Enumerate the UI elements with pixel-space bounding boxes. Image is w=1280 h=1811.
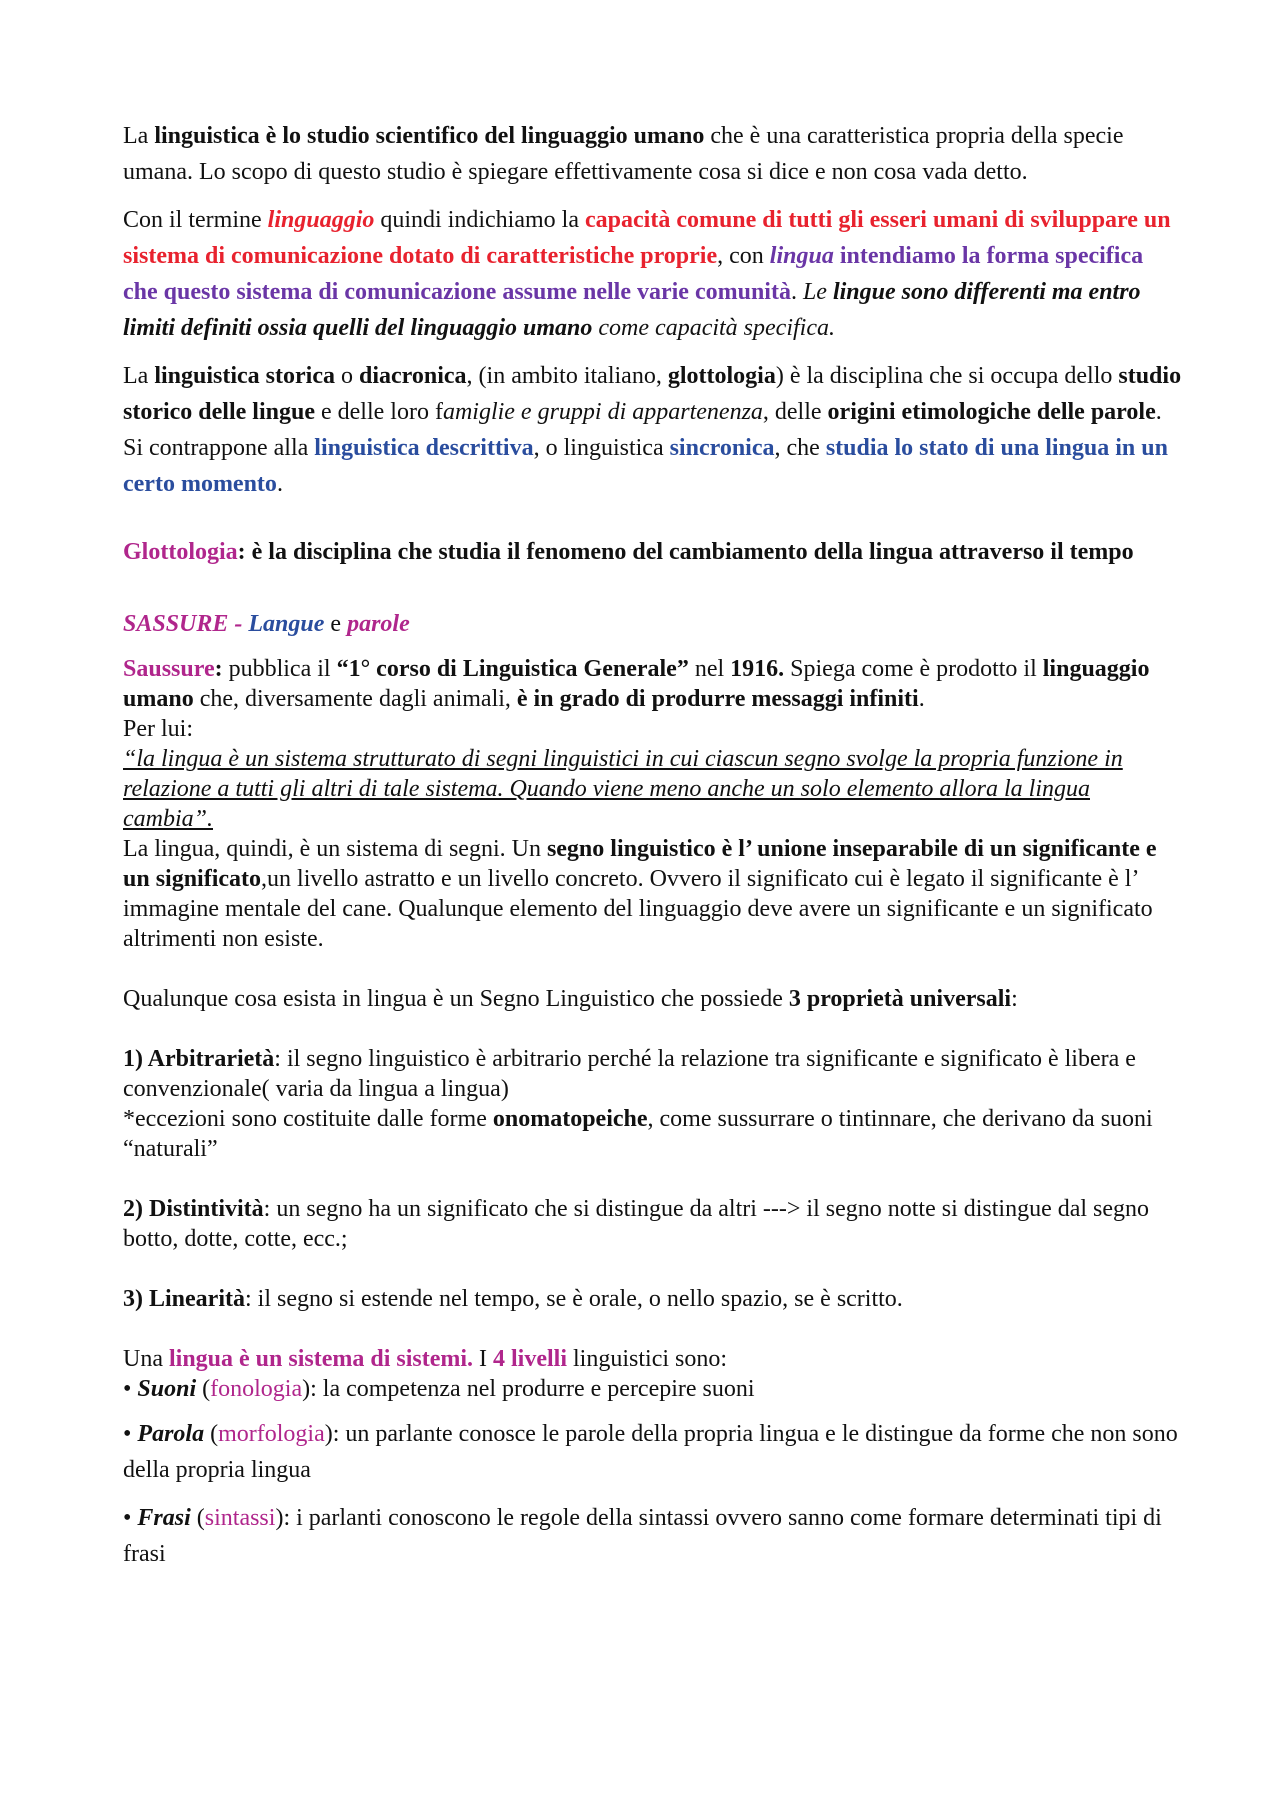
text: . [276, 471, 283, 497]
list-item-parola [123, 1416, 1183, 1488]
paragraph-linguaggio-lingua [123, 202, 1183, 346]
term-linguaggio: linguaggio [267, 207, 375, 233]
paragraph-definition [123, 118, 1183, 190]
level-title: Suoni [137, 1376, 197, 1402]
text: nel [688, 656, 731, 682]
text: La [123, 123, 155, 149]
highlight-magenta: 4 livelli [493, 1346, 568, 1372]
paragraph-saussure [123, 654, 1183, 714]
text: : [1011, 986, 1018, 1012]
property-distintivita [123, 1194, 1183, 1254]
property-title: 3) Linearità [123, 1286, 245, 1312]
text-bold: 3 proprietà universali [788, 986, 1012, 1012]
text: quindi indichiamo la [374, 207, 585, 233]
text: Con il termine [123, 207, 268, 233]
text: ) è la disciplina che si occupa dello [775, 363, 1119, 389]
text: ): la competenza nel produrre e percepire suoni [302, 1376, 755, 1402]
level-term: sintassi [204, 1505, 276, 1531]
text-bold: linguaggio umano [123, 656, 1150, 712]
property-title: 1) Arbitrarietà [123, 1046, 275, 1072]
text: , come sussurrare o tintinnare, che derivano da suoni “naturali” [123, 1106, 1153, 1162]
level-title: Parola [137, 1421, 205, 1447]
text: che, diversamente dagli animali, [193, 686, 517, 712]
text: . [790, 279, 803, 305]
quote-text: “la lingua è un sistema strutturato di segni linguistici in cui ciascun segno svolge la propria funzione in relazione a tutti gli altri di tale sistema. Quando viene meno anche un solo elemento allora la lingua cambia”. [123, 746, 1123, 832]
list-item-suoni [123, 1374, 1183, 1404]
text: che è una caratteristica propria della specie umana. Lo scopo di questo studio è spiegare effettivamente cosa si dice e non cosa vada detto. [123, 123, 1124, 185]
bullet: • [123, 1505, 138, 1531]
text: o [334, 363, 359, 389]
paragraph-per-lui: Per lui: [123, 716, 193, 742]
paragraph-proprieta [123, 984, 1183, 1014]
text-bold-italic: lingue sono differenti ma entro limiti definiti ossia quelli del linguaggio umano [123, 279, 1141, 341]
text-bold: glottologia [667, 363, 776, 389]
text-italic: amiglie e gruppi di appartenenza [442, 399, 763, 425]
text: : il segno linguistico è arbitrario perché la relazione tra significante e significato è libera e convenzionale( varia da lingua a lingua) [123, 1046, 1136, 1102]
text: linguistici sono: [567, 1346, 728, 1372]
text-bold: diacronica [358, 363, 467, 389]
paragraph-glottologia [123, 534, 1183, 570]
text-bold: linguistica è lo studio scientifico del linguaggio umano [154, 123, 705, 149]
highlight-blue: linguistica descrittiva [314, 435, 534, 461]
text: Spiega come è prodotto il [784, 656, 1043, 682]
text: : il segno si estende nel tempo, se è orale, o nello spazio, se è scritto. [244, 1286, 903, 1312]
section-heading [123, 606, 1183, 642]
text: e delle loro f [314, 399, 443, 425]
text: , delle [762, 399, 828, 425]
text-bold: origini etimologiche delle parole [827, 399, 1156, 425]
saussure-quote [123, 744, 1183, 834]
text-bold: linguistica storica [154, 363, 335, 389]
highlight-red: capacità comune di tutti gli esseri umani di sviluppare un sistema di comunicazione dotato di caratteristiche proprie [123, 207, 1171, 269]
text-italic: come capacità specifica. [592, 315, 835, 341]
text-bold: 1916. [730, 656, 785, 682]
heading-sassure: SASSURE - [123, 611, 249, 637]
property-title: 2) Distintività [123, 1196, 264, 1222]
text: . [918, 686, 925, 712]
text: *eccezioni sono costituite dalle forme [123, 1106, 493, 1132]
text: Qualunque cosa esista in lingua è un Segno Linguistico che possiede [123, 986, 789, 1012]
text-bold: segno linguistico è l’ unione inseparabile di un significante e un significato [123, 836, 1157, 892]
term-glottologia: Glottologia [123, 539, 238, 565]
document-page [123, 118, 1183, 1572]
highlight-magenta: lingua è un sistema di sistemi. [168, 1346, 474, 1372]
heading-langue: Langue [248, 611, 325, 637]
text: . Si contrappone alla [123, 399, 1162, 461]
highlight-blue: studia lo stato di una lingua in un certo momento [123, 435, 1168, 497]
text-bold: : [214, 656, 223, 682]
list-item-frasi [123, 1500, 1183, 1572]
highlight-purple: intendiamo la forma specifica che questo sistema di comunicazione assume nelle varie comunità [123, 243, 1144, 305]
text-bold: : è la disciplina che studia il fenomeno del cambiamento della lingua attraverso il tempo [237, 539, 1134, 565]
text: ): i parlanti conoscono le regole della sintassi ovvero sanno come formare determinati tipi di frasi [123, 1505, 1162, 1567]
level-term: morfologia [218, 1421, 325, 1447]
paragraph-livelli [123, 1344, 1183, 1374]
text: La [123, 363, 155, 389]
property-arbitrarieta [123, 1044, 1183, 1104]
level-title: Frasi [137, 1505, 191, 1531]
level-term: fonologia [210, 1376, 303, 1402]
text: ( [190, 1505, 205, 1531]
text: , con [717, 243, 770, 269]
bullet: • [123, 1421, 138, 1447]
text: pubblica il [222, 656, 337, 682]
text: , che [774, 435, 826, 461]
paragraph-linguistica-storica [123, 358, 1183, 502]
text-bold: “1° corso di Linguistica Generale” [336, 656, 689, 682]
text-bold: onomatopeiche [492, 1106, 648, 1132]
paragraph-segno [123, 834, 1183, 954]
text: : un segno ha un significato che si distingue da altri ---> il segno notte si distingue dal segno botto, dotte, cotte, ecc.; [123, 1196, 1150, 1252]
text: La lingua, quindi, è un sistema di segni. Un [123, 836, 547, 862]
heading-parole: parole [347, 611, 410, 637]
text-bold: studio storico delle lingue [123, 363, 1182, 425]
property-linearita [123, 1284, 1183, 1314]
text: ( [196, 1376, 211, 1402]
text-italic: Le [802, 279, 833, 305]
text: Una [123, 1346, 169, 1372]
text: ): un parlante conosce le parole della propria lingua e le distingue da forme che non sono della propria lingua [123, 1421, 1178, 1483]
text: e [324, 611, 348, 637]
text: , (in ambito italiano, [466, 363, 668, 389]
text: ,un livello astratto e un livello concreto. Ovvero il significato cui è legato il significante è l’ immagine mentale del cane. Qualunque elemento del linguaggio deve avere un significante e un significato altrimenti non esiste. [123, 866, 1153, 952]
term-lingua: lingua [769, 243, 834, 269]
property-note [123, 1104, 1183, 1164]
text: I [473, 1346, 494, 1372]
text: , o linguistica [533, 435, 670, 461]
text-bold: è in grado di produrre messaggi infiniti [516, 686, 919, 712]
highlight-blue: sincronica [669, 435, 775, 461]
bullet: • [123, 1376, 138, 1402]
text: ( [204, 1421, 219, 1447]
term-saussure: Saussure [123, 656, 215, 682]
